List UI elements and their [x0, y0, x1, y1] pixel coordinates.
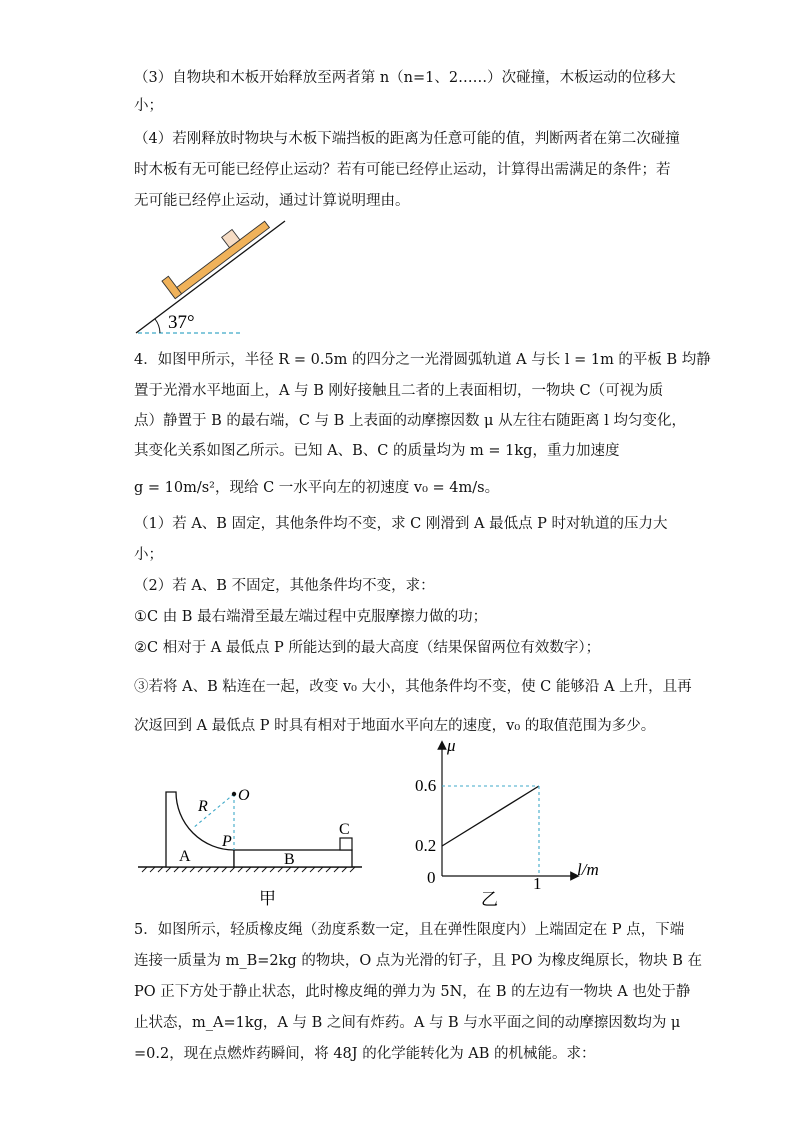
q3-part4-line1: （4）若刚释放时物块与木板下端挡板的距离为任意可能的值，判断两者在第二次碰撞	[134, 131, 680, 147]
q3-part3-line2: 小；	[134, 98, 163, 114]
figure-yi-chart	[405, 735, 620, 915]
q5-line4: 止状态，m_A=1kg，A 与 B 之间有炸药。A 与 B 与水平面之间的动摩擦因数均为 μ	[134, 1015, 681, 1031]
x-tick-1: 1	[533, 874, 542, 893]
board	[162, 215, 269, 299]
q4-item3-line1: ③若将 A、B 粘连在一起，改变 v₀ 大小，其他条件均不变，使 C 能够沿 A 上升，且再	[134, 679, 692, 695]
label-r: R	[198, 798, 208, 815]
label-a: A	[179, 848, 191, 865]
q4-item2: ②C 相对于 A 最低点 P 所能达到的最大高度（结果保留两位有效数字）；	[134, 640, 601, 656]
label-c: C	[339, 821, 350, 838]
q4-item3-line2: 次返回到 A 最低点 P 时具有相对于地面水平向左的速度，v₀ 的取值范围为多少。	[134, 718, 656, 734]
label-p: P	[222, 833, 232, 850]
q4-sub1-line2: 小；	[134, 547, 163, 563]
q5-line5: =0.2，现在点燃炸药瞬间，将 48J 的化学能转化为 AB 的机械能。求：	[134, 1046, 596, 1062]
q4-item1: ①C 由 B 最右端滑至最左端过程中克服摩擦力做的功；	[134, 609, 488, 625]
origin-label: 0	[427, 868, 436, 887]
y-tick-0-6: 0.6	[415, 776, 437, 795]
q3-part4-line2: 时木板有无可能已经停止运动？若有可能已经停止运动，计算得出需满足的条件；若	[134, 162, 671, 178]
q4-line3: 点）静置于 B 的最右端，C 与 B 上表面的动摩擦因数 μ 从左往右随距离 l 均匀变化，	[134, 413, 686, 429]
label-o: O	[238, 787, 250, 804]
q3-part4-line3: 无可能已经停止运动，通过计算说明理由。	[134, 193, 410, 209]
q4-sub2: （2）若 A、B 不固定，其他条件均不变，求：	[134, 578, 435, 594]
ground-hatching	[142, 867, 355, 872]
angle-label: 37°	[168, 312, 195, 333]
incline-figure	[130, 215, 290, 340]
figure-jia	[130, 780, 370, 910]
q4-line1: 4．如图甲所示，半径 R = 0.5m 的四分之一光滑圆弧轨道 A 与长 l = 1m 的平板 B 均静	[134, 352, 711, 368]
q5-line2: 连接一质量为 m_B=2kg 的物块，O 点为光滑的钉子，且 PO 为橡皮绳原长，物块 B 在	[134, 953, 703, 969]
q5-line1: 5．如图所示，轻质橡皮绳（劲度系数一定，且在弹性限度内）上端固定在 P 点，下端	[134, 922, 685, 938]
q4-line4: 其变化关系如图乙所示。已知 A、B、C 的质量均为 m = 1kg，重力加速度	[134, 443, 620, 459]
label-b: B	[284, 851, 295, 868]
x-axis-label: l/m	[577, 860, 599, 879]
mu-line	[442, 786, 539, 846]
incline-line	[136, 221, 285, 333]
angle-arc	[155, 319, 160, 333]
center-o-dot	[232, 792, 236, 796]
y-tick-0-2: 0.2	[415, 836, 437, 855]
q3-part3-line1: （3）自物块和木板开始释放至两者第 n（n=1、2……）次碰撞，木板运动的位移大	[134, 70, 676, 86]
q4-sub1-line1: （1）若 A、B 固定，其他条件均不变，求 C 刚滑到 A 最低点 P 时对轨道的压力大	[134, 516, 668, 532]
q4-line2: 置于光滑水平地面上，A 与 B 刚好接触且二者的上表面相切，一物块 C（可视为质	[134, 383, 664, 399]
caption-yi: 乙	[481, 890, 498, 909]
caption-jia: 甲	[259, 889, 276, 908]
y-axis-label: μ	[447, 736, 456, 755]
q5-line3: PO 正下方处于静止状态，此时橡皮绳的弹力为 5N，在 B 的左边有一物块 A 也处于静	[134, 984, 691, 1000]
block-c	[340, 838, 352, 850]
q4-line5: g = 10m/s²，现给 C 一水平向左的初速度 v₀ = 4m/s。	[134, 480, 500, 496]
